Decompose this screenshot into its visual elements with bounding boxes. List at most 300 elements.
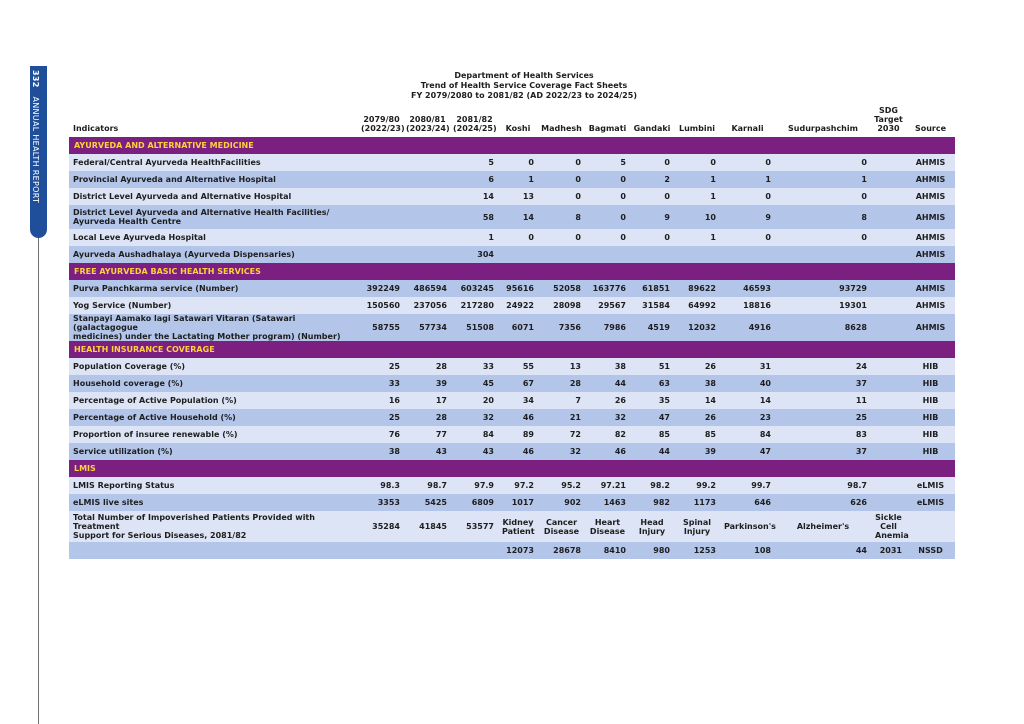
cell-sdg: [871, 511, 909, 542]
cell-gandaki: [630, 511, 674, 542]
cell-sdg: [871, 280, 906, 297]
cell-text: 0: [861, 192, 867, 201]
cell-text: 0: [765, 233, 771, 242]
table-row: [69, 443, 955, 460]
cell-lumbini: [674, 314, 720, 341]
cell-koshi: [498, 375, 538, 392]
cell-text: 25: [855, 413, 867, 422]
cell-text: Support for Serious Diseases, 2081/82: [73, 531, 247, 540]
cell-bagmati: [585, 297, 630, 314]
cell-text: Local Leve Ayurveda Hospital: [73, 233, 206, 242]
cell-text: 58: [482, 212, 494, 222]
cell-source: [906, 375, 955, 392]
cell-text: 76: [388, 430, 400, 439]
cell-text: 31584: [642, 301, 670, 310]
cell-fy: [451, 246, 498, 263]
cell-text: 0: [861, 233, 867, 242]
cell-text: 85: [704, 430, 716, 439]
cell-fy: [359, 246, 404, 263]
cell-fy: [359, 392, 404, 409]
cell-karnali: [720, 511, 775, 542]
cell-fy: [359, 542, 404, 559]
cell-bagmati: [585, 511, 630, 542]
cell-label: [69, 375, 359, 392]
cell-text: 98.3: [380, 481, 400, 490]
cell-madhesh: [538, 280, 585, 297]
cell-sudurpashchim: [775, 229, 871, 246]
cell-sudurpashchim: [775, 171, 871, 188]
cell-text: 32: [569, 447, 581, 456]
section-ayurveda: AYURVEDA AND ALTERNATIVE MEDICINE: [69, 137, 955, 154]
cell-text: 37: [855, 447, 867, 456]
cell-text: 12073: [506, 546, 534, 555]
cell-label: [69, 280, 359, 297]
cell-source: [906, 494, 955, 511]
table-row: [69, 426, 955, 443]
table-row: [69, 511, 955, 542]
table-row: [69, 409, 955, 426]
cell-text: eLMIS: [916, 498, 945, 507]
cell-text: 1: [765, 175, 771, 184]
cell-text: 1: [528, 175, 534, 184]
cell-fy: [404, 358, 451, 375]
cell-fy: [404, 443, 451, 460]
cell-text: 8: [575, 212, 581, 222]
cell-karnali: [720, 297, 775, 314]
cell-text: 7356: [558, 323, 581, 332]
cell-gandaki: [630, 375, 674, 392]
cell-gandaki: [630, 229, 674, 246]
cell-sudurpashchim: [775, 542, 871, 559]
table-row: [69, 477, 955, 494]
table-row: [69, 171, 955, 188]
cell-fy: [451, 171, 498, 188]
report-name: ANNUAL HEALTH REPORT: [31, 96, 40, 204]
cell-fy: [404, 375, 451, 392]
cell-text: 0: [575, 233, 581, 242]
cell-lumbini: [674, 171, 720, 188]
col-lumbini: Lumbini: [678, 124, 716, 133]
cell-bagmati: [585, 314, 630, 341]
cell-label: [69, 205, 359, 229]
cell-text: 8628: [844, 323, 867, 332]
cell-source: [906, 314, 955, 341]
cell-bagmati: [585, 375, 630, 392]
cell-text: AHMIS: [915, 212, 946, 222]
cell-sdg: [871, 171, 906, 188]
cell-text: 0: [664, 158, 670, 167]
cell-karnali: [720, 443, 775, 460]
cell-text: Parkinson's: [724, 522, 776, 531]
cell-text: 39: [704, 447, 716, 456]
col-sdg: SDG Target 2030: [874, 106, 903, 133]
cell-text: Ayurveda Health Centre: [73, 217, 182, 226]
cell-sdg: [871, 314, 906, 341]
cell-text: 8410: [603, 546, 626, 555]
cell-text: 0: [620, 212, 626, 222]
cell-text: 0: [575, 158, 581, 167]
col-fy2: 2080/81 (2023/24): [406, 115, 450, 133]
cell-source: [906, 188, 955, 205]
cell-sdg: [871, 392, 906, 409]
cell-label: [69, 426, 359, 443]
cell-lumbini: [674, 542, 720, 559]
cell-karnali: [720, 188, 775, 205]
cell-karnali: [720, 477, 775, 494]
table-row: [69, 188, 955, 205]
cell-fy: [359, 375, 404, 392]
cell-text: 98.2: [650, 481, 670, 490]
cell-karnali: [720, 409, 775, 426]
cell-text: 98.7: [847, 481, 867, 490]
col-gandaki: Gandaki: [633, 124, 671, 133]
cell-text: 26: [614, 396, 626, 405]
cell-fy: [451, 511, 498, 542]
cell-fy: [451, 280, 498, 297]
cell-text: District Level Ayurveda and Alternative Health Facilities/: [73, 208, 330, 217]
cell-text: 51: [658, 362, 670, 371]
cell-text: 97.2: [514, 481, 534, 490]
cell-koshi: [498, 358, 538, 375]
cell-text: 28: [569, 379, 581, 388]
cell-text: 25: [388, 362, 400, 371]
cell-text: 982: [653, 498, 670, 507]
cell-fy: [404, 188, 451, 205]
cell-text: HIB: [922, 430, 939, 439]
cell-text: 150560: [366, 301, 400, 310]
cell-text: 89622: [688, 284, 716, 293]
cell-label: [69, 229, 359, 246]
cell-text: 0: [620, 175, 626, 184]
table-row: [69, 229, 955, 246]
cell-text: 46: [614, 447, 626, 456]
table-row: [69, 280, 955, 297]
cell-text: 1: [488, 233, 494, 242]
cell-madhesh: [538, 409, 585, 426]
cell-fy: [404, 392, 451, 409]
cell-sdg: [871, 154, 906, 171]
cell-text: AHMIS: [915, 284, 946, 293]
cell-text: 89: [522, 430, 534, 439]
cell-text: Stanpayi Aamako lagi Satawari Vitaran (Satawari (galactagogue: [73, 314, 296, 332]
cell-source: [906, 426, 955, 443]
cell-fy: [359, 494, 404, 511]
cell-gandaki: [630, 392, 674, 409]
header-title: Trend of Health Service Coverage Fact Sheets: [420, 81, 628, 90]
cell-gandaki: [630, 171, 674, 188]
cell-text: 0: [528, 158, 534, 167]
cell-text: 626: [850, 498, 867, 507]
cell-fy: [404, 314, 451, 341]
cell-text: 0: [664, 192, 670, 201]
cell-text: 55: [522, 362, 534, 371]
cell-text: 38: [388, 447, 400, 456]
cell-text: 97.21: [600, 481, 626, 490]
cell-bagmati: [585, 358, 630, 375]
cell-text: 1253: [693, 546, 716, 555]
table-row: [69, 494, 955, 511]
cell-gandaki: [630, 477, 674, 494]
cell-fy: [359, 154, 404, 171]
cell-text: 217280: [460, 301, 494, 310]
cell-sdg: [871, 542, 906, 559]
cell-text: 5425: [424, 498, 447, 507]
cell-text: 1173: [693, 498, 716, 507]
cell-text: 304: [477, 250, 494, 259]
cell-fy: [359, 280, 404, 297]
cell-text: HIB: [922, 379, 939, 388]
col-indicators: Indicators: [73, 124, 119, 133]
cell-text: 6809: [471, 498, 494, 507]
cell-koshi: [498, 443, 538, 460]
cell-text: 19301: [839, 301, 867, 310]
cell-koshi: [498, 314, 538, 341]
cell-bagmati: [585, 409, 630, 426]
cell-gandaki: [630, 205, 674, 229]
cell-text: 646: [754, 498, 771, 507]
cell-text: 2031: [879, 546, 902, 555]
cell-fy: [451, 358, 498, 375]
cell-fy: [451, 409, 498, 426]
cell-source: [906, 392, 955, 409]
cell-text: 7: [575, 396, 581, 405]
cell-text: 2: [664, 175, 670, 184]
cell-text: 83: [855, 430, 867, 439]
cell-text: AHMIS: [915, 192, 946, 201]
cell-fy: [404, 246, 451, 263]
header-period: FY 2079/2080 to 2081/82 (AD 2022/23 to 2024/25): [411, 91, 637, 100]
cell-text: 38: [614, 362, 626, 371]
table-row: [69, 297, 955, 314]
col-source: Source: [914, 124, 947, 133]
cell-text: 31: [759, 362, 771, 371]
cell-text: 0: [664, 233, 670, 242]
cell-text: 4916: [748, 323, 771, 332]
cell-fy: [404, 280, 451, 297]
cell-text: 1: [710, 233, 716, 242]
cell-text: 24: [855, 362, 867, 371]
cell-text: 93729: [839, 284, 867, 293]
cell-text: 99.7: [751, 481, 771, 490]
cell-gandaki: [630, 246, 674, 263]
cell-karnali: [720, 542, 775, 559]
cell-fy: [404, 171, 451, 188]
cell-madhesh: [538, 426, 585, 443]
cell-text: 67: [522, 379, 534, 388]
cell-madhesh: [538, 542, 585, 559]
cell-text: 43: [435, 447, 447, 456]
cell-lumbini: [674, 154, 720, 171]
cell-text: 5: [488, 158, 494, 167]
cell-gandaki: [630, 297, 674, 314]
cell-text: 33: [388, 379, 400, 388]
cell-fy: [451, 426, 498, 443]
cell-koshi: [498, 409, 538, 426]
cell-fy: [359, 188, 404, 205]
cell-sudurpashchim: [775, 205, 871, 229]
cell-text: 902: [564, 498, 581, 507]
cell-text: 108: [754, 546, 771, 555]
cell-label: [69, 392, 359, 409]
cell-text: 46: [522, 413, 534, 422]
cell-source: [906, 280, 955, 297]
cell-text: 603245: [460, 284, 494, 293]
cell-text: 43: [482, 447, 494, 456]
cell-source: [906, 511, 955, 542]
cell-text: 0: [620, 233, 626, 242]
cell-bagmati: [585, 171, 630, 188]
cell-madhesh: [538, 297, 585, 314]
cell-source: [906, 205, 955, 229]
cell-text: Purva Panchkarma service (Number): [73, 284, 239, 293]
cell-text: Kidney: [502, 517, 534, 527]
cell-text: 16: [388, 396, 400, 405]
cell-label: [69, 297, 359, 314]
cell-bagmati: [585, 188, 630, 205]
cell-madhesh: [538, 494, 585, 511]
cell-text: Provincial Ayurveda and Alternative Hospital: [73, 175, 276, 184]
cell-text: Sickle: [875, 513, 902, 522]
cell-fy: [404, 511, 451, 542]
cell-text: 0: [620, 192, 626, 201]
cell-text: 41845: [419, 522, 447, 531]
cell-sdg: [871, 205, 906, 229]
table-row: [69, 246, 955, 263]
table-row: [69, 314, 955, 341]
cell-koshi: [498, 154, 538, 171]
cell-text: Household coverage (%): [73, 379, 184, 388]
cell-sdg: [871, 246, 906, 263]
cell-text: 82: [614, 430, 626, 439]
cell-source: [906, 409, 955, 426]
cell-text: 35284: [372, 522, 400, 531]
cell-sdg: [871, 426, 906, 443]
cell-source: [906, 246, 955, 263]
cell-label: [69, 409, 359, 426]
cell-lumbini: [674, 494, 720, 511]
cell-sdg: [871, 358, 906, 375]
cell-text: 0: [765, 192, 771, 201]
cell-text: 13: [569, 362, 581, 371]
cell-text: 392249: [366, 284, 400, 293]
cell-koshi: [498, 246, 538, 263]
cell-text: Proportion of insuree renewable (%): [73, 430, 238, 439]
cell-fy: [404, 542, 451, 559]
cell-karnali: [720, 494, 775, 511]
cell-gandaki: [630, 494, 674, 511]
cell-sdg: [871, 188, 906, 205]
table-row: [69, 154, 955, 171]
cell-text: Cancer: [545, 517, 578, 527]
cell-fy: [451, 188, 498, 205]
cell-text: Cell: [880, 522, 897, 531]
cell-text: 37: [855, 379, 867, 388]
cell-label: [69, 358, 359, 375]
cell-sdg: [871, 229, 906, 246]
cell-text: AHMIS: [915, 301, 946, 310]
cell-madhesh: [538, 477, 585, 494]
cell-sudurpashchim: [775, 314, 871, 341]
cell-text: 26: [704, 362, 716, 371]
cell-text: Patient: [502, 526, 535, 536]
cell-text: 61851: [642, 284, 670, 293]
cell-text: 77: [435, 430, 447, 439]
cell-source: [906, 443, 955, 460]
cell-sdg: [871, 477, 906, 494]
cell-karnali: [720, 154, 775, 171]
cell-fy: [404, 426, 451, 443]
cell-text: 10: [704, 212, 716, 222]
cell-text: 0: [861, 158, 867, 167]
cell-fy: [451, 477, 498, 494]
cell-text: 95616: [506, 284, 534, 293]
cell-text: eLMIS: [916, 481, 945, 490]
cell-koshi: [498, 188, 538, 205]
cell-text: 53577: [466, 522, 494, 531]
cell-text: District Level Ayurveda and Alternative Hospital: [73, 192, 292, 201]
cell-text: 44: [658, 447, 670, 456]
cell-text: 45: [482, 379, 494, 388]
cell-fy: [451, 205, 498, 229]
cell-koshi: [498, 542, 538, 559]
table-row: [69, 542, 955, 559]
cell-lumbini: [674, 443, 720, 460]
cell-fy: [404, 229, 451, 246]
cell-text: 99.2: [696, 481, 716, 490]
cell-fy: [451, 443, 498, 460]
cell-text: 47: [658, 413, 670, 422]
cell-sudurpashchim: [775, 358, 871, 375]
cell-sudurpashchim: [775, 297, 871, 314]
cell-lumbini: [674, 205, 720, 229]
cell-gandaki: [630, 154, 674, 171]
cell-text: 44: [855, 546, 867, 555]
cell-text: 39: [435, 379, 447, 388]
cell-text: 35: [658, 396, 670, 405]
cell-text: 85: [658, 430, 670, 439]
cell-text: medicines) under the Lactating Mother program) (Number): [73, 332, 341, 341]
cell-fy: [451, 375, 498, 392]
cell-bagmati: [585, 494, 630, 511]
cell-fy: [404, 409, 451, 426]
cell-bagmati: [585, 154, 630, 171]
cell-text: HIB: [922, 447, 939, 456]
cell-text: Anemia: [875, 531, 909, 540]
cell-text: 64992: [688, 301, 716, 310]
cell-text: AHMIS: [915, 233, 946, 242]
side-tab: [30, 66, 47, 238]
cell-sudurpashchim: [775, 154, 871, 171]
cell-madhesh: [538, 392, 585, 409]
cell-karnali: [720, 392, 775, 409]
cell-text: 21: [569, 413, 581, 422]
cell-karnali: [720, 171, 775, 188]
cell-fy: [451, 297, 498, 314]
cell-madhesh: [538, 229, 585, 246]
col-karnali: Karnali: [731, 124, 764, 133]
cell-text: 0: [575, 192, 581, 201]
cell-text: 26: [704, 413, 716, 422]
cell-text: 38: [704, 379, 716, 388]
cell-text: 46: [522, 447, 534, 456]
cell-source: [906, 154, 955, 171]
cell-sdg: [871, 409, 906, 426]
cell-text: AHMIS: [915, 158, 946, 167]
cell-madhesh: [538, 205, 585, 229]
cell-madhesh: [538, 171, 585, 188]
table-row: [69, 392, 955, 409]
cell-bagmati: [585, 542, 630, 559]
